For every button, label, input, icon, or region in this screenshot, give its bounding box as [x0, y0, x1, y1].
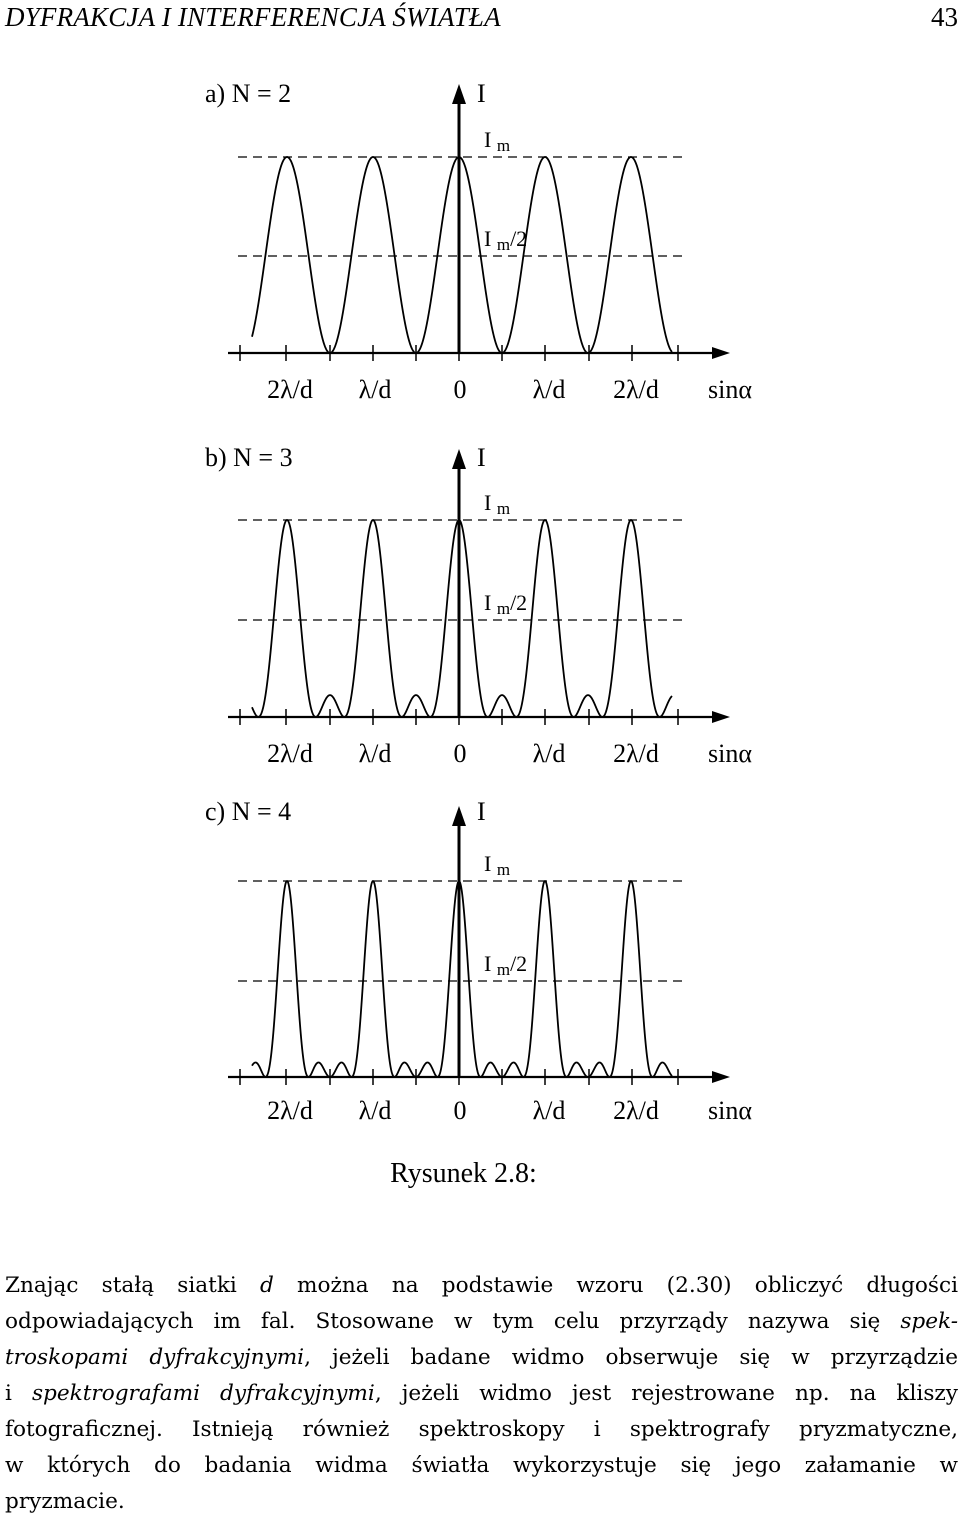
text-segment: fotograficznej. Istnieją również spektroskopy i spektrografy pryzmatyczne,: [5, 1417, 958, 1442]
text-line: [5, 1304, 958, 1340]
text-segment: odpowiadających im fal. Stosowane w tym celu przyrządy nazywa się: [5, 1309, 901, 1334]
intensity-curve: [252, 520, 672, 717]
max-intensity-label: I m: [484, 127, 511, 155]
y-axis-label: I: [477, 443, 486, 472]
x-tick-label: 2λ/d: [613, 739, 659, 768]
italic-term: spek-: [900, 1309, 958, 1334]
italic-term: d: [260, 1273, 274, 1298]
x-tick-label: sinα: [708, 739, 752, 768]
y-axis-label: I: [477, 797, 486, 826]
italic-term: troskopami dyfrakcyjnymi: [5, 1345, 305, 1370]
text-line: [5, 1412, 958, 1448]
text-line: [5, 1376, 958, 1412]
x-tick-label: sinα: [708, 375, 752, 404]
x-tick-label: 0: [453, 1096, 467, 1125]
y-axis-arrow: [452, 449, 466, 469]
body-paragraph: [5, 1268, 958, 1520]
x-tick-label: λ/d: [532, 375, 566, 404]
x-tick-label: λ/d: [532, 739, 566, 768]
text-segment: i: [5, 1381, 32, 1406]
panel-label: a) N = 2: [205, 79, 292, 108]
max-intensity-label: I m: [484, 851, 511, 879]
half-intensity-label: I m/2: [484, 951, 528, 979]
text-segment: pryzmacie.: [5, 1489, 125, 1514]
x-tick-label: λ/d: [358, 375, 392, 404]
intensity-curve: [252, 881, 672, 1077]
text-segment: w których do badania widma światła wykorzystuje się jego załamanie w: [5, 1453, 958, 1478]
figure-caption: [0, 1158, 960, 1190]
text-line: [5, 1484, 958, 1520]
x-axis-arrow: [712, 1071, 730, 1083]
x-tick-label: 2λ/d: [267, 375, 313, 404]
intensity-curve: [252, 157, 672, 353]
text-line: [5, 1268, 958, 1304]
text-segment: , jeżeli widmo jest rejestrowane np. na kliszy: [374, 1381, 958, 1406]
text-segment: można na podstawie wzoru (2.30) obliczyć długości: [273, 1273, 958, 1298]
max-intensity-label: I m: [484, 490, 511, 518]
text-segment: Znając stałą siatki: [5, 1273, 261, 1298]
x-axis-arrow: [712, 711, 730, 723]
x-tick-label: λ/d: [532, 1096, 566, 1125]
x-tick-label: 0: [453, 375, 467, 404]
x-axis-arrow: [712, 347, 730, 359]
text-line: [5, 1448, 958, 1484]
text-segment: , jeżeli badane widmo obserwuje się w przyrządzie: [304, 1345, 958, 1370]
x-tick-label: 2λ/d: [267, 1096, 313, 1125]
x-tick-label: λ/d: [358, 739, 392, 768]
x-tick-label: λ/d: [358, 1096, 392, 1125]
half-intensity-label: I m/2: [484, 590, 528, 618]
x-tick-label: 2λ/d: [267, 739, 313, 768]
y-axis-arrow: [452, 806, 466, 826]
panel-label: c) N = 4: [205, 797, 292, 826]
x-tick-label: 2λ/d: [613, 375, 659, 404]
panel-label: b) N = 3: [205, 443, 293, 472]
page-number: 43: [931, 2, 958, 32]
x-tick-label: 0: [453, 739, 467, 768]
caption-text: Rysunek 2.8:: [390, 1158, 537, 1189]
x-tick-label: sinα: [708, 1096, 752, 1125]
text-line: [5, 1340, 958, 1376]
italic-term: spektrografami dyfrakcyjnymi: [31, 1381, 375, 1406]
y-axis-label: I: [477, 79, 486, 108]
running-title: DYFRAKCJA I INTERFERENCJA ŚWIATŁA: [5, 2, 501, 32]
x-tick-label: 2λ/d: [613, 1096, 659, 1125]
y-axis-arrow: [452, 84, 466, 104]
half-intensity-label: I m/2: [484, 226, 528, 254]
